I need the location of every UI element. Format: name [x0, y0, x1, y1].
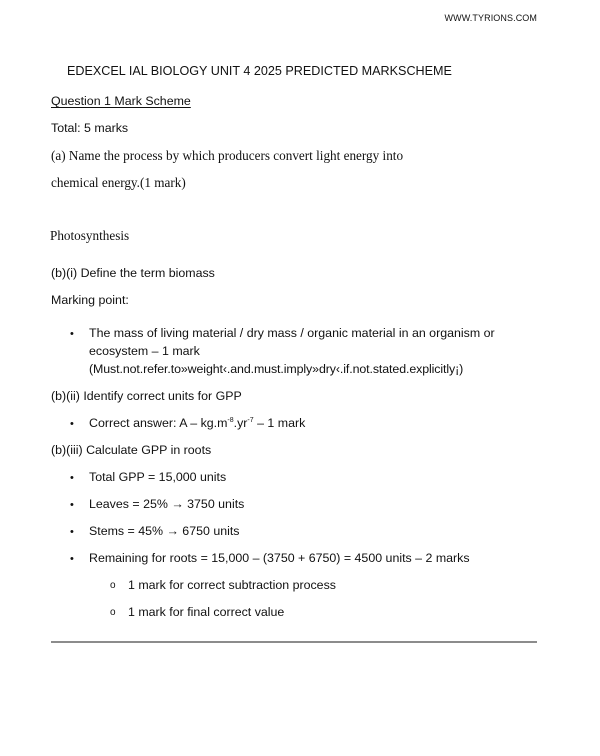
sub-bullet-glyph: o [110, 607, 116, 618]
gpp-units-answer [89, 416, 305, 430]
biomass-note: (Must.not.refer.to»weight‹.and.must.imply»dry‹.if.not.stated.explicitly¡) [89, 362, 464, 376]
marking-point-label: Marking point: [51, 293, 129, 307]
bullet-glyph: • [70, 526, 74, 538]
bullet-glyph: • [70, 418, 74, 430]
mark-criterion-subtraction: 1 mark for correct subtraction process [128, 578, 336, 592]
unit-mid: .yr [233, 416, 248, 430]
total-marks: Total: 5 marks [51, 121, 129, 135]
unit-exponent-2: -7 [247, 417, 254, 424]
calc-step-leaves: Leaves = 25% → 3750 units [89, 497, 245, 511]
part-a-answer: Photosynthesis [50, 228, 130, 243]
calc-step-total: Total GPP = 15,000 units [89, 470, 227, 484]
part-bi-heading: (b)(i) Define the term biomass [51, 266, 215, 280]
calc-step-stems: Stems = 45% → 6750 units [89, 524, 240, 538]
bullet-glyph: • [70, 553, 74, 565]
part-biii-heading: (b)(iii) Calculate GPP in roots [51, 443, 212, 457]
gpp-answer-suffix: – 1 mark [253, 416, 306, 430]
unit-exponent-1: -8 [227, 417, 234, 424]
question-heading: Question 1 Mark Scheme [51, 94, 191, 108]
biomass-definition-line2: ecosystem – 1 mark [89, 344, 200, 358]
biomass-definition-line1: The mass of living material / dry mass / organic material in an organism or [89, 326, 495, 340]
bullet-glyph: • [70, 328, 74, 340]
gpp-answer-prefix: Correct answer: A – kg.m [89, 416, 228, 430]
part-bii-heading: (b)(ii) Identify correct units for GPP [51, 389, 242, 403]
bullet-glyph: • [70, 499, 74, 511]
section-divider [51, 641, 537, 643]
part-a-question-line2: chemical energy.(1 mark) [51, 175, 186, 190]
mark-criterion-final-value: 1 mark for final correct value [128, 605, 285, 619]
document-title: EDEXCEL IAL BIOLOGY UNIT 4 2025 PREDICTED MARKSCHEME [67, 64, 452, 78]
calc-step-roots: Remaining for roots = 15,000 – (3750 + 6750) = 4500 units – 2 marks [89, 551, 470, 565]
bullet-glyph: • [70, 472, 74, 484]
site-url: WWW.TYRIONS.COM [444, 13, 537, 23]
sub-bullet-glyph: o [110, 580, 116, 591]
part-a-question-line1: (a) Name the process by which producers convert light energy into [51, 148, 404, 163]
